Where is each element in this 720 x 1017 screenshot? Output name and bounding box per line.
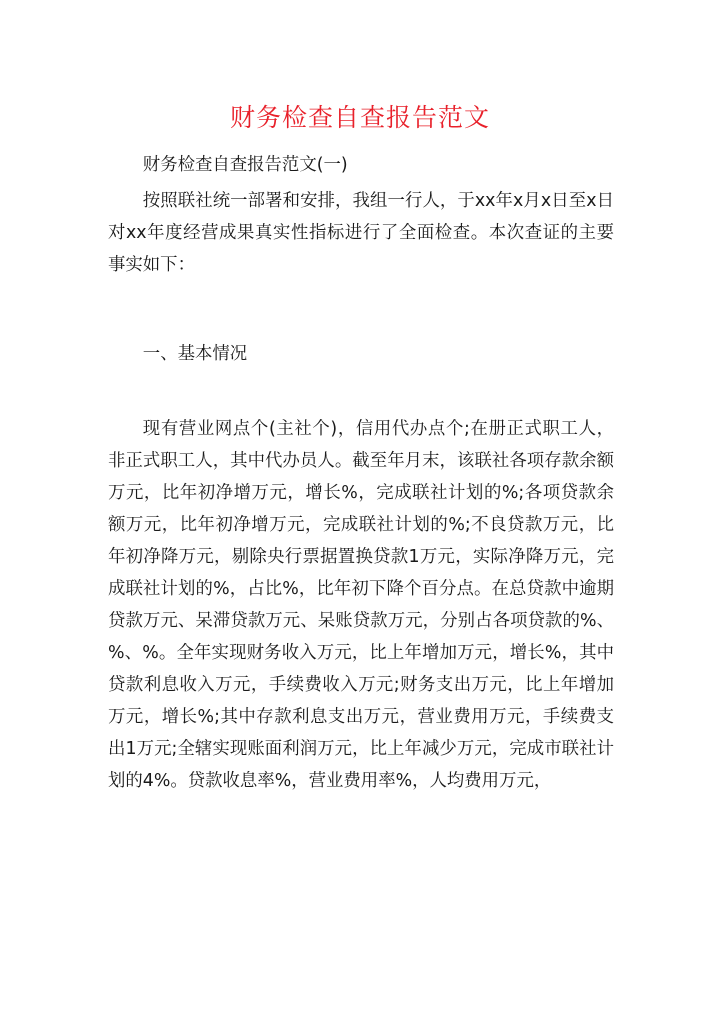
section-heading-basic-info: 一、基本情况 [142, 344, 248, 364]
document-title: 财务检查自查报告范文 [229, 103, 490, 132]
document-subtitle: 财务检查自查报告范文(一) [142, 155, 348, 175]
basic-info-paragraph: 现有营业网点个(主社个)，信用代办点个;在册正式职工人，非正式职工人，其中代办员人。截至年月末，该联社各项存款余额万元，比年初净增万元，增长%，完成联社计划的%;各项贷款余额万元，比年初净增万元，完成联社计划的%;不良贷款万元，比年初净降万元，剔除央行票据置换贷款1万元，实际净降万元，完成联社计划的%，占比%，比年初下降个百分点。在总贷款中逾期贷款万元、呆滞贷款万元、呆账贷款万元，分别占各项贷款的%、%、%。全年实现财务收入万元，比上年增加万元，增长%，其中贷款利息收入万元，手续费收入万元;财务支出万元，比上年增加万元，增长%;其中存款利息支出万元，营业费用万元，手续费支出1万元;全辖实现账面利润万元，比上年减少万元，完成市联社计划的4%。贷款收息率%，营业费用率%，人均费用万元， [108, 419, 614, 791]
intro-paragraph: 按照联社统一部署和安排，我组一行人，于xx年x月x日至x日对xx年度经营成果真实性指标进行了全面检查。本次查证的主要事实如下： [108, 191, 614, 275]
